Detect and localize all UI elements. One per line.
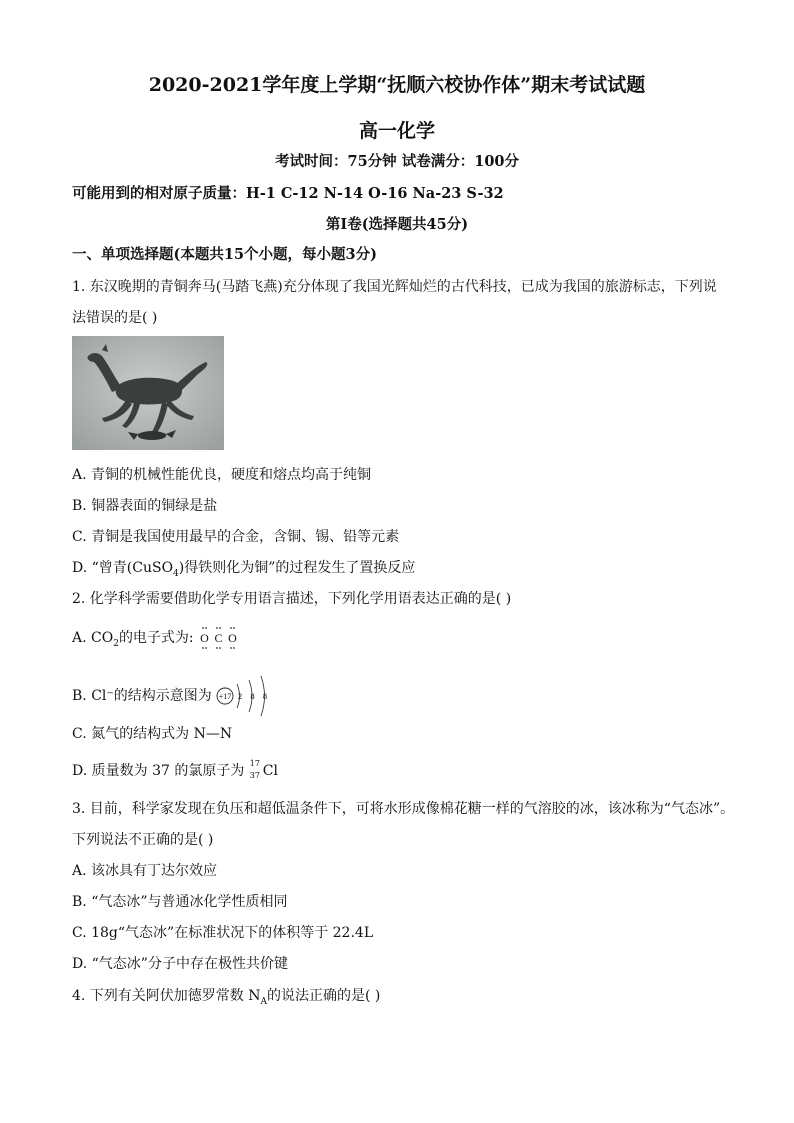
q1-option-d: D. “曾青(CuSO$_4$)得铁则化为铜”的过程发生了置换反应: [72, 560, 416, 579]
q1-stem-line2: 法错误的是( ): [72, 310, 158, 326]
isotope-notation: [249, 759, 263, 780]
co2-atom-c: C: [214, 631, 223, 645]
q3-option-a: A. 该冰具有丁达尔效应: [72, 863, 218, 879]
q3-option-c: C. 18g“气态冰”在标准状况下的体积等于 22.4L: [72, 925, 374, 941]
q1-option-a: A. 青铜的机械性能优良，硬度和熔点均高于纯铜: [72, 467, 372, 483]
shell-2-count: 8: [250, 691, 255, 701]
isotope-element: Cl: [262, 763, 278, 779]
shell-3-count: 8: [263, 691, 268, 701]
isotope-upper-number: 17: [249, 759, 260, 768]
co2-atom-o1: O: [200, 631, 209, 645]
co2-electron-dot-diagram: [198, 625, 242, 651]
exam-title: 2020-2021学年度上学期“抚顺六校协作体”期末考试试题: [148, 74, 646, 96]
subject-title: 高一化学: [358, 120, 435, 142]
q4-stem: 4. 下列有关阿伏加德罗常数 $N_A$的说法正确的是( ): [72, 988, 381, 1007]
co2-atom-o2: O: [228, 631, 237, 645]
q1-option-b: B. 铜器表面的铜绿是盐: [72, 498, 218, 514]
q2-stem: 2. 化学科学需要借助化学专用语言描述，下列化学用语表达正确的是( ): [72, 591, 512, 607]
chloride-ion-structure-diagram: [216, 676, 280, 716]
q2-option-b: B. Cl⁻的结构示意图为 +17 2 8 8: [72, 676, 280, 716]
atomic-mass-note: 可能用到的相对原子质量：H-1 C-12 N-14 O-16 Na-23 S-32: [72, 185, 504, 202]
q1-option-c: C. 青铜是我国使用最早的合金，含铜、锡、铅等元素: [72, 529, 400, 545]
nucleus-charge: +17: [218, 692, 232, 701]
q3-stem-line2: 下列说法不正确的是( ): [72, 832, 214, 848]
q3-option-b: B. “气态冰”与普通冰化学性质相同: [72, 894, 288, 910]
q2-option-a: A. $CO_2$的电子式为: O C O: [72, 625, 242, 651]
q3-stem-line1: 3. 目前，科学家发现在负压和超低温条件下，可将水形成像棉花糖一样的气溶胶的冰，该冰称为“气态冰”。: [72, 801, 735, 817]
isotope-lower-number: 37: [249, 771, 260, 780]
q3-option-d: D. “气态冰”分子中存在极性共价键: [72, 956, 288, 972]
section-heading: 一、单项选择题(本题共15个小题，每小题3分): [72, 246, 377, 263]
bronze-galloping-horse-image: [72, 336, 224, 450]
part-heading: 第I卷(选择题共45分): [325, 216, 469, 233]
q1-stem-line1: 1. 东汉晚期的青铜奔马(马踏飞燕)充分体现了我国光辉灿烂的古代科技，已成为我国的旅游标志，下列说: [72, 279, 717, 295]
shell-1-count: 2: [238, 691, 243, 701]
q2-option-d: D. 质量数为 37 的氯原子为 17 37 Cl: [72, 759, 278, 780]
q2-option-c: C. 氮气的结构式为 N—N: [72, 726, 233, 742]
exam-info: 考试时间：75分钟 试卷满分：100分: [275, 153, 519, 170]
